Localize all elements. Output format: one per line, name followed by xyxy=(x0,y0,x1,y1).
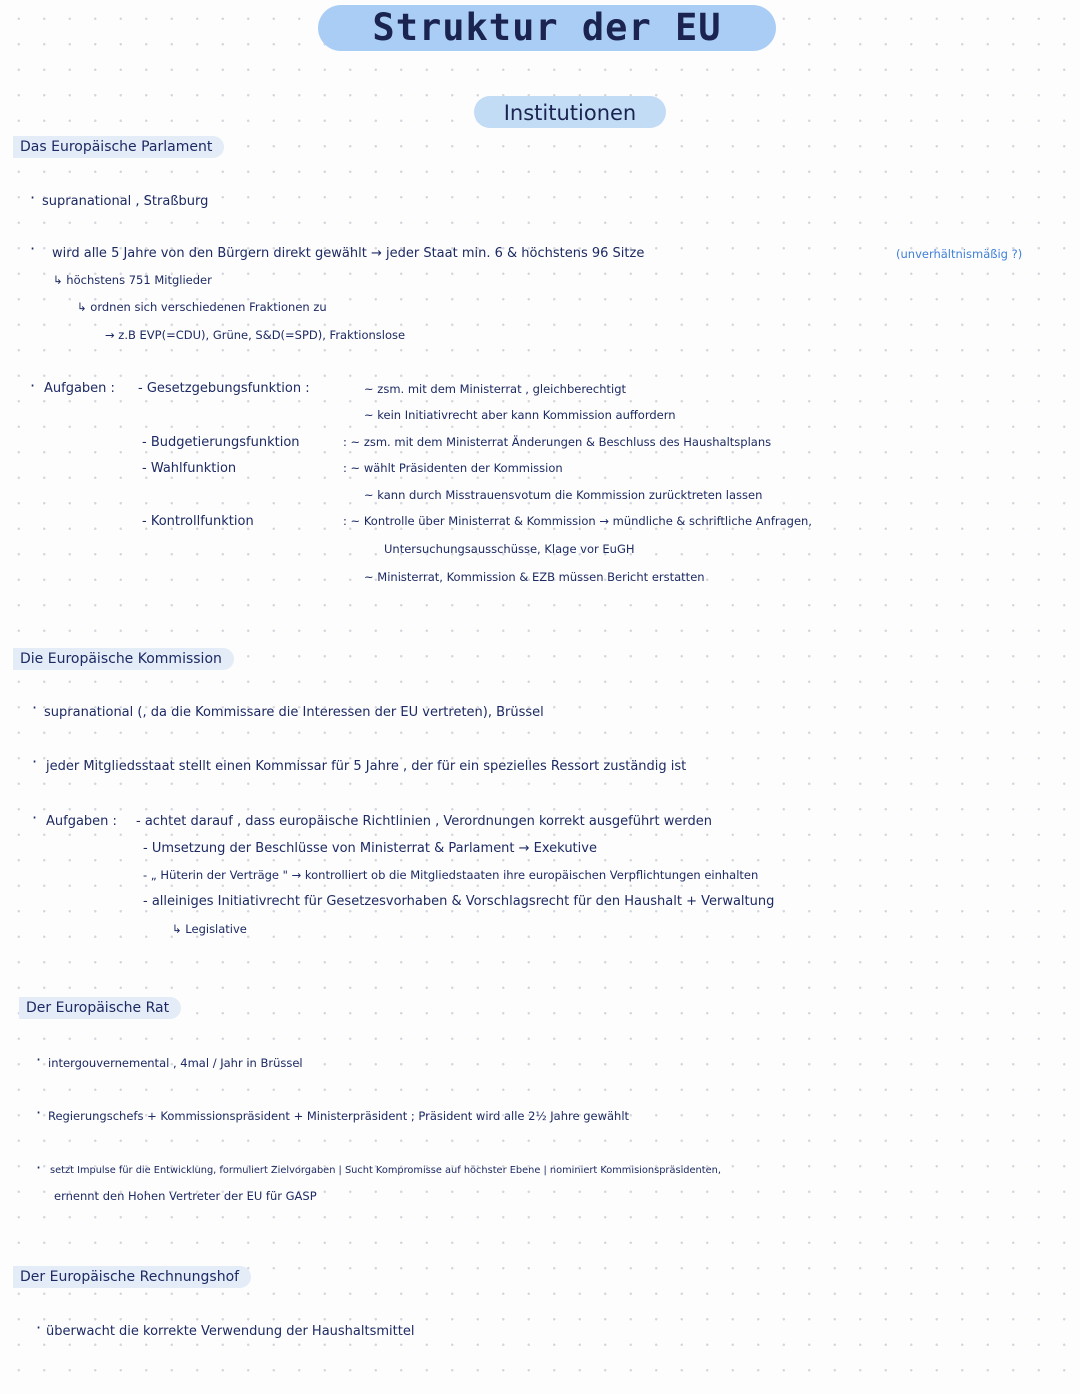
parlament-funktion-1-detail-2: ~ kein Initiativrecht aber kann Kommission auffordern xyxy=(364,408,676,422)
parlament-funktion-2-detail-1: : ~ zsm. mit dem Ministerrat Änderungen & Beschluss des Haushaltsplans xyxy=(343,435,772,449)
section-heading-parlament: Das Europäische Parlament xyxy=(13,136,224,158)
bullet-icon: · xyxy=(32,808,38,827)
page-title: Struktur der EU xyxy=(318,5,776,51)
parlament-aufgaben-label: Aufgaben : xyxy=(44,381,115,396)
section-heading-kommission: Die Europäische Kommission xyxy=(13,648,234,670)
kommission-aufgabe-3: - „ Hüterin der Verträge " → kontrolliert ob die Mitgliedstaaten ihre europäischen Verpflichtungen einhalten xyxy=(143,868,759,882)
bullet-icon: · xyxy=(30,188,36,207)
rat-bullet-3: setzt Impulse für die Entwicklung, formuliert Zielvorgaben | Sucht Kompromisse auf höchster Ebene | nominiert Kommisionspräsidenten, xyxy=(50,1165,721,1176)
parlament-funktion-4-detail-3: ~ Ministerrat, Kommission & EZB müssen Bericht erstatten xyxy=(364,570,705,584)
kommission-aufgabe-2: - Umsetzung der Beschlüsse von Ministerrat & Parlament → Exekutive xyxy=(143,841,597,856)
parlament-bullet-2-note: (unverhältnismäßig ?) xyxy=(896,247,1023,261)
page-subtitle: Institutionen xyxy=(474,96,666,128)
bullet-icon: · xyxy=(30,376,36,395)
bullet-icon: · xyxy=(32,698,38,717)
kommission-aufgabe-4-sub: ↳ Legislative xyxy=(172,922,247,936)
parlament-funktion-4-detail-1: : ~ Kontrolle über Ministerrat & Kommission → mündliche & schriftliche Anfragen, xyxy=(343,514,812,528)
bullet-icon: · xyxy=(36,1050,42,1069)
rat-bullet-2: Regierungschefs + Kommissionspräsident + Ministerpräsident ; Präsident wird alle 2½ Jahre gewählt xyxy=(48,1109,630,1123)
parlament-sub-1: ↳ höchstens 751 Mitglieder xyxy=(53,273,212,287)
parlament-bullet-1: supranational , Straßburg xyxy=(42,194,209,209)
parlament-funktion-3-detail-2: ~ kann durch Misstrauensvotum die Kommission zurücktreten lassen xyxy=(364,488,763,502)
kommission-aufgaben-label: Aufgaben : xyxy=(46,814,117,829)
parlament-funktion-3: - Wahlfunktion xyxy=(142,461,237,476)
bullet-icon: · xyxy=(36,1318,42,1337)
kommission-aufgabe-1: - achtet darauf , dass europäische Richtlinien , Verordnungen korrekt ausgeführt werden xyxy=(136,814,712,829)
bullet-icon: · xyxy=(32,752,38,771)
rechnungshof-bullet-1: überwacht die korrekte Verwendung der Haushaltsmittel xyxy=(46,1324,415,1339)
rat-bullet-1: intergouvernemental , 4mal / Jahr in Brüssel xyxy=(48,1056,303,1070)
parlament-funktion-4: - Kontrollfunktion xyxy=(142,514,254,529)
kommission-aufgabe-4: - alleiniges Initiativrecht für Gesetzesvorhaben & Vorschlagsrecht für den Haushalt + Verwaltung xyxy=(143,894,775,909)
parlament-funktion-1: - Gesetzgebungsfunktion : xyxy=(138,381,310,396)
section-heading-rechnungshof: Der Europäische Rechnungshof xyxy=(13,1266,251,1288)
parlament-funktion-2: - Budgetierungsfunktion xyxy=(142,435,300,450)
parlament-bullet-2: wird alle 5 Jahre von den Bürgern direkt gewählt → jeder Staat min. 6 & höchstens 96 Sitze xyxy=(52,246,645,261)
parlament-funktion-4-detail-2: Untersuchungsausschüsse, Klage vor EuGH xyxy=(384,542,635,556)
bullet-icon: · xyxy=(36,1103,42,1122)
bullet-icon: · xyxy=(36,1158,42,1177)
parlament-sub-3: → z.B EVP(=CDU), Grüne, S&D(=SPD), Fraktionslose xyxy=(105,328,406,342)
kommission-bullet-2: jeder Mitgliedsstaat stellt einen Kommissar für 5 Jahre , der für ein spezielles Ressort zuständig ist xyxy=(46,759,687,774)
rat-bullet-3-cont: ernennt den Hohen Vertreter der EU für GASP xyxy=(54,1189,317,1203)
bullet-icon: · xyxy=(30,239,36,258)
parlament-sub-2: ↳ ordnen sich verschiedenen Fraktionen zu xyxy=(77,300,327,314)
parlament-funktion-3-detail-1: : ~ wählt Präsidenten der Kommission xyxy=(343,461,563,475)
section-heading-rat: Der Europäische Rat xyxy=(19,997,181,1019)
kommission-bullet-1: supranational (, da die Kommissare die Interessen der EU vertreten), Brüssel xyxy=(44,705,544,720)
parlament-funktion-1-detail-1: ~ zsm. mit dem Ministerrat , gleichberechtigt xyxy=(364,382,627,396)
